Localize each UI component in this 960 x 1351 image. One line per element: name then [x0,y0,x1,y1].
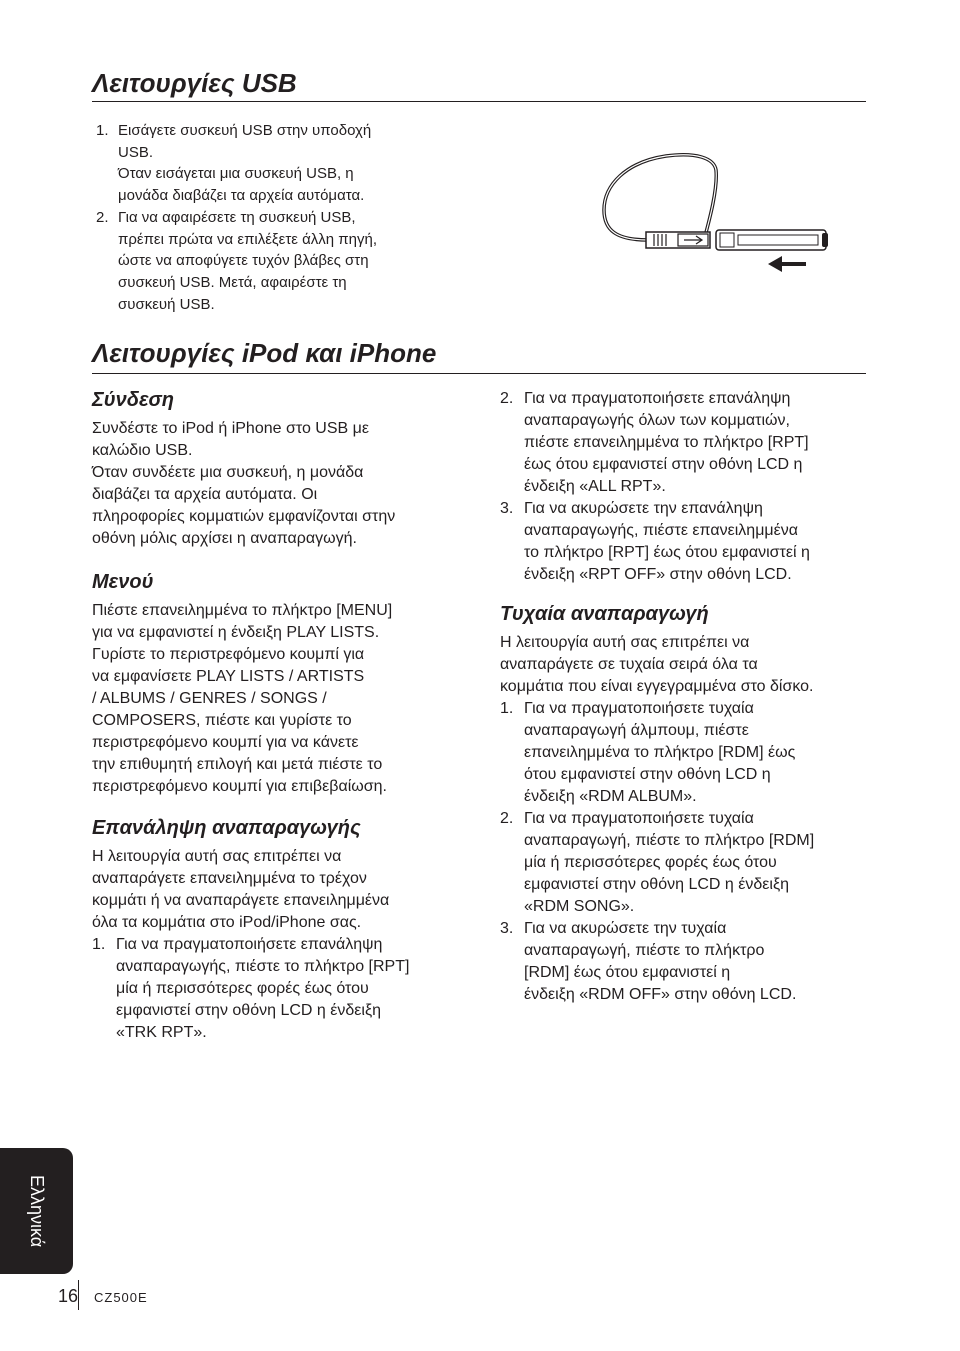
text-line: αναπαράγετε επανειλημμένα το τρέχον [92,870,367,887]
text-line: Εισάγετε συσκευή USB στην υποδοχή [118,122,372,139]
usb-steps [96,120,486,315]
text-line: εμφανιστεί στην οθόνη LCD η ένδειξη [524,876,790,893]
list-item [92,934,482,1044]
text-line: αναπαραγωγής όλων των κομματιών, [524,412,790,429]
connection-text [92,418,482,550]
heading-menu: Μενού [92,571,154,593]
section-title-usb: Λειτουργίες USB [92,68,297,98]
text-line: για να εμφανιστεί η ένδειξη PLAY LISTS. [92,624,380,641]
arrow-left-icon [768,254,808,274]
text-line: έως ότου εμφανιστεί στην οθόνη LCD η [524,456,803,473]
list-item [500,698,890,808]
text-line: καλώδιο USB. [92,442,193,459]
list-item [500,388,890,498]
text-line: να εμφανίσετε PLAY LISTS / ARTISTS [92,668,365,685]
text-line: Η λειτουργία αυτή σας επιτρέπει να [500,634,750,651]
text-line: ένδειξη «RDM ALBUM». [524,788,697,805]
language-tab-label: Ελληνικά [27,1174,47,1248]
text-line: ένδειξη «ALL RPT». [524,478,666,495]
heading-random: Τυχαία αναπαραγωγή [500,603,709,625]
text-line: Πιέστε επανειλημμένα το πλήκτρο [MENU] [92,602,393,619]
text-line: Για να πραγματοποιήσετε επανάληψη [524,390,791,407]
text-line: μία ή περισσότερες φορές έως ότου [524,854,777,871]
text-line: εμφανιστεί στην οθόνη LCD η ένδειξη [116,1002,382,1019]
step-number: 2. [500,810,514,827]
text-line: αναπαραγωγή, πιέστε το πλήκτρο [RDM] [524,832,815,849]
text-line: επανειλημμένα το πλήκτρο [RDM] έως [524,744,796,761]
text-line: πληροφορίες κομματιών εμφανίζονται στην [92,508,396,525]
text-line: Για να ακυρώσετε την τυχαία [524,920,727,937]
heading-connection: Σύνδεση [92,389,175,411]
text-line: μία ή περισσότερες φορές έως ότου [116,980,369,997]
text-line: την επιθυμητή επιλογή και μετά πιέστε το [92,756,383,773]
text-line: [RDM] έως ότου εμφανιστεί η [524,964,731,981]
text-line: Συνδέστε το iPod ή iPhone στο USB με [92,420,369,437]
text-line: όλα τα κομμάτια στο iPod/iPhone σας. [92,914,362,931]
text-line: «TRK RPT». [116,1024,207,1041]
step-number: 2. [500,390,514,407]
text-line: Για να ακυρώσετε την επανάληψη [524,500,763,517]
text-line: Για να αφαιρέσετε τη συσκευή USB, [118,208,356,226]
text-line: το πλήκτρο [RPT] έως ότου εμφανιστεί η [524,544,810,561]
title-rule [92,101,866,102]
text-line: Όταν εισάγεται μια συσκευή USB, η [118,165,354,183]
text-line: Για να πραγματοποιήσετε τυχαία [524,810,754,827]
random-intro [500,632,890,698]
title-rule [92,373,866,374]
repeat-steps-right [500,388,890,586]
text-line: COMPOSERS, πιέστε και γυρίστε το [92,712,352,729]
repeat-intro [92,846,482,934]
repeat-steps-left [92,934,482,1044]
text-line: κομμάτι ή να αναπαράγετε επανειλημμένα [92,892,390,909]
text-line: κομμάτια που είναι εγγεγραμμένα στο δίσκο. [500,678,814,695]
text-line: USB. [118,143,154,161]
random-steps [500,698,890,1006]
step-number: 1. [92,936,106,953]
text-line: αναπαραγωγής, πιέστε επανειλημμένα [524,522,799,539]
text-line: περιστρεφόμενο κουμπί για να κάνετε [92,734,359,751]
text-line: ένδειξη «RPT OFF» στην οθόνη LCD. [524,566,792,583]
text-line: αναπαράγετε σε τυχαία σειρά όλα τα [500,656,758,673]
step-number: 3. [500,920,514,937]
text-line: πιέστε επανειλημμένα το πλήκτρο [RPT] [524,434,809,451]
step-number: 2. [96,208,109,226]
text-line: περιστρεφόμενο κουμπί για επιβεβαίωση. [92,778,387,795]
text-line: Όταν συνδέετε μια συσκευή, η μονάδα [92,464,364,481]
text-line: συσκευή USB. [118,295,215,313]
text-line: Για να πραγματοποιήσετε επανάληψη [116,936,383,953]
text-line: ότου εμφανιστεί στην οθόνη LCD η [524,766,771,783]
text-line: συσκευή USB. Μετά, αφαιρέστε τη [118,273,347,291]
text-line: μονάδα διαβάζει τα αρχεία αυτόματα. [118,187,365,205]
page-number: 16 [58,1286,79,1306]
heading-repeat: Επανάληψη αναπαραγωγής [92,817,361,839]
text-line: Γυρίστε το περιστρεφόμενο κουμπί για [92,646,365,663]
list-item [500,498,890,586]
step-number: 3. [500,500,514,517]
text-line: «RDM SONG». [524,898,635,915]
step-number: 1. [500,700,514,717]
text-line: / ALBUMS / GENRES / SONGS / [92,690,327,707]
list-item [96,207,486,316]
model-name: CZ500E [94,1290,148,1305]
section-title-ipod: Λειτουργίες iPod και iPhone [92,338,437,368]
text-line: πρέπει πρώτα να επιλέξετε άλλη πηγή, [118,230,377,248]
text-line: αναπαραγωγή, πιέστε το πλήκτρο [524,942,765,959]
text-line: αναπαραγωγής, πιέστε το πλήκτρο [RPT] [116,958,410,975]
list-item [500,918,890,1006]
text-line: διαβάζει τα αρχεία αυτόματα. Οι [92,486,318,503]
text-line: ένδειξη «RDM OFF» στην οθόνη LCD. [524,986,797,1003]
list-item [96,120,486,207]
text-line: Η λειτουργία αυτή σας επιτρέπει να [92,848,342,865]
step-number: 1. [96,122,109,139]
list-item [500,808,890,918]
text-line: Για να πραγματοποιήσετε τυχαία [524,700,754,717]
text-line: οθόνη μόλις αρχίσει η αναπαραγωγή. [92,530,357,547]
text-line: αναπαραγωγή άλμπουμ, πιέστε [524,722,749,739]
text-line: ώστε να αποφύγετε τυχόν βλάβες στη [118,252,369,270]
footer-divider [78,1280,79,1310]
menu-text [92,600,482,798]
